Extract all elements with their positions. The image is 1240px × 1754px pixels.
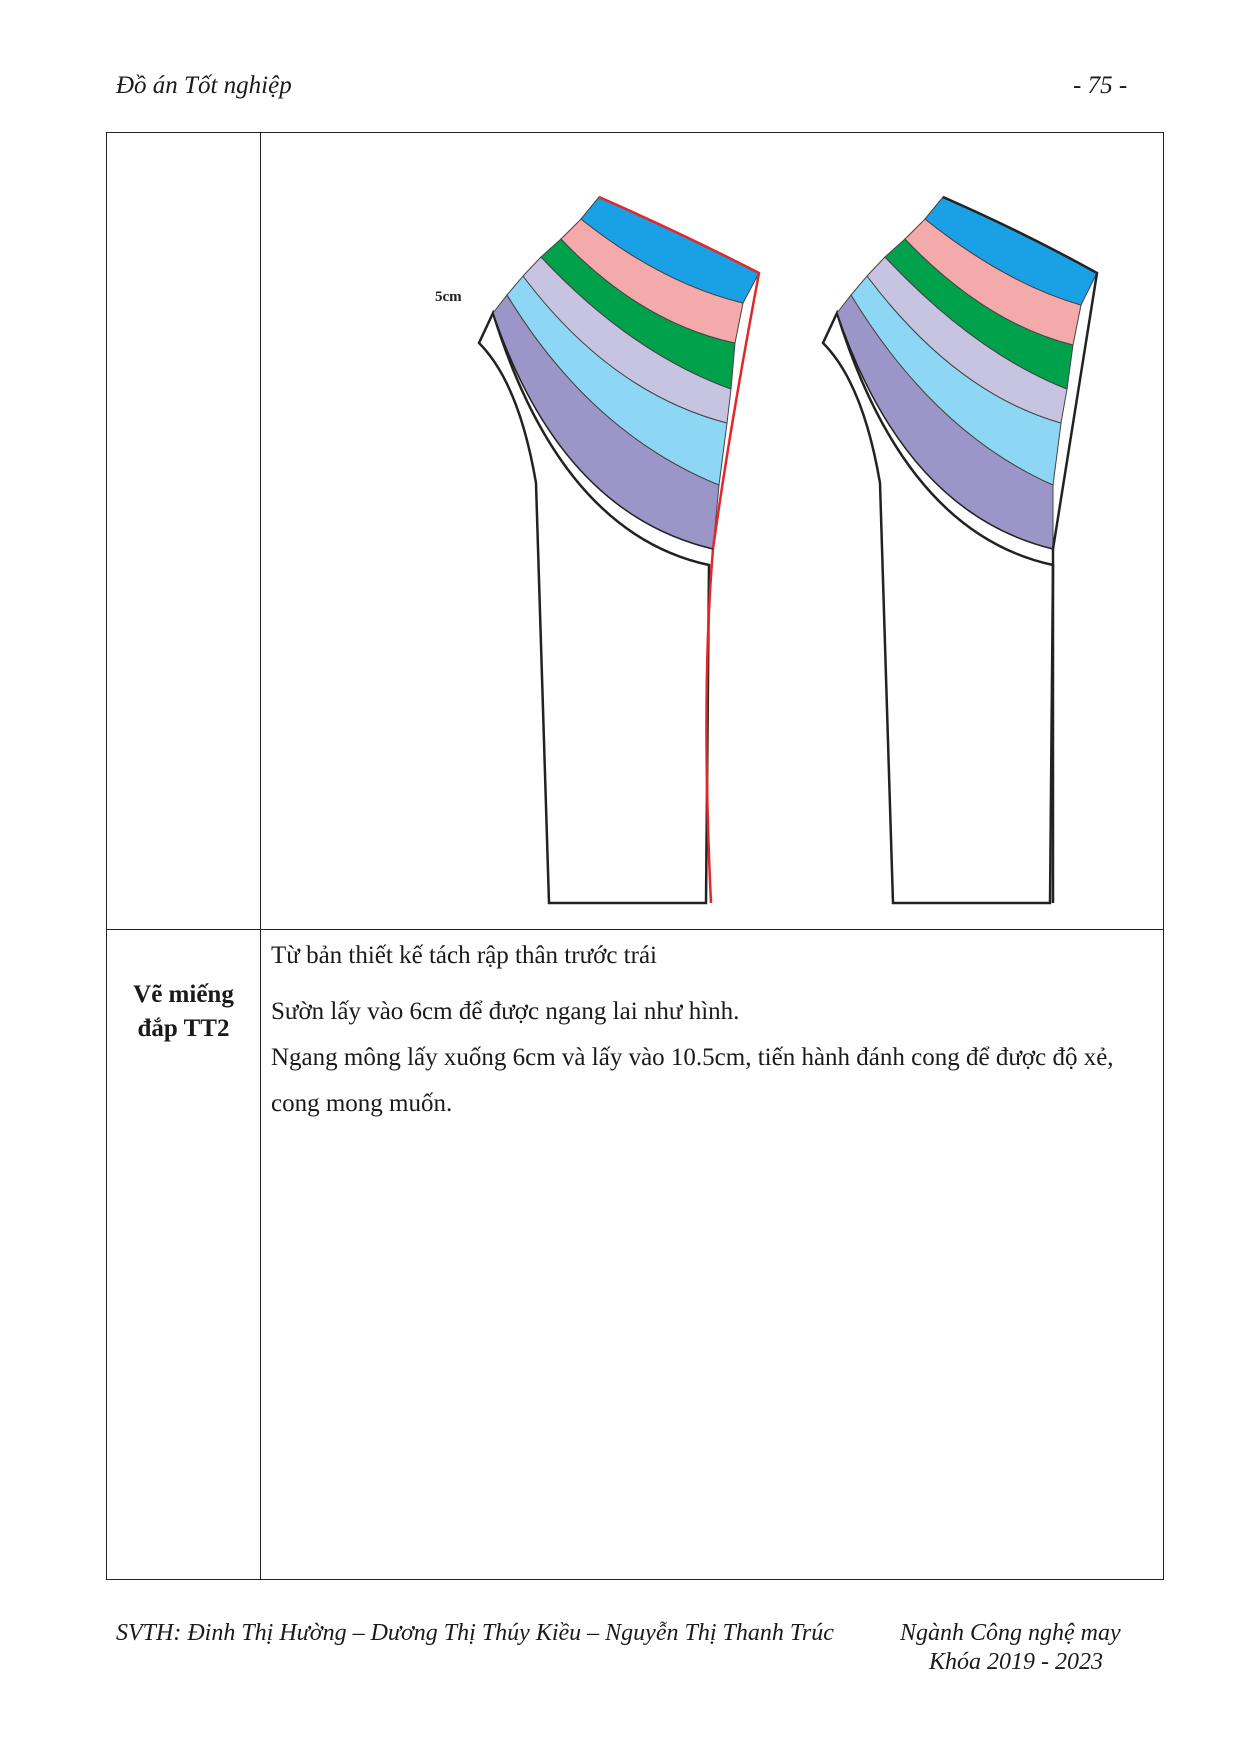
row-label-line1: Vẽ miếng [133,981,234,1008]
row-label-line2: đắp TT2 [137,1015,230,1042]
pattern-drawing [261,133,1163,929]
description-line2: Sườn lấy vào 6cm để được ngang lai như hình. [271,998,740,1025]
content-table [106,132,1164,1580]
row-divider [107,929,1163,930]
header-title: Đồ án Tốt nghiệp [116,72,292,99]
row-label [107,978,260,1046]
left-pattern-piece [435,197,759,903]
footer-authors: SVTH: Đinh Thị Hường – Dương Thị Thúy Kiều – Nguyễn Thị Thanh Trúc [116,1620,834,1646]
footer-course: Khóa 2019 - 2023 [929,1649,1103,1675]
row-description [271,933,1151,1127]
description-line3: Ngang mông lấy xuống 6cm và lấy vào 10.5cm, tiến hành đánh cong để được độ xẻ, cong mong muốn. [271,1044,1114,1117]
pattern-figure [261,133,1163,929]
description-line1: Từ bản thiết kế tách rập thân trước trái [271,942,657,969]
page-number: - 75 - [1073,72,1128,99]
measure-label: 5cm [435,289,462,305]
right-pattern-piece [823,197,1097,903]
footer-major: Ngành Công nghệ may [900,1620,1121,1646]
